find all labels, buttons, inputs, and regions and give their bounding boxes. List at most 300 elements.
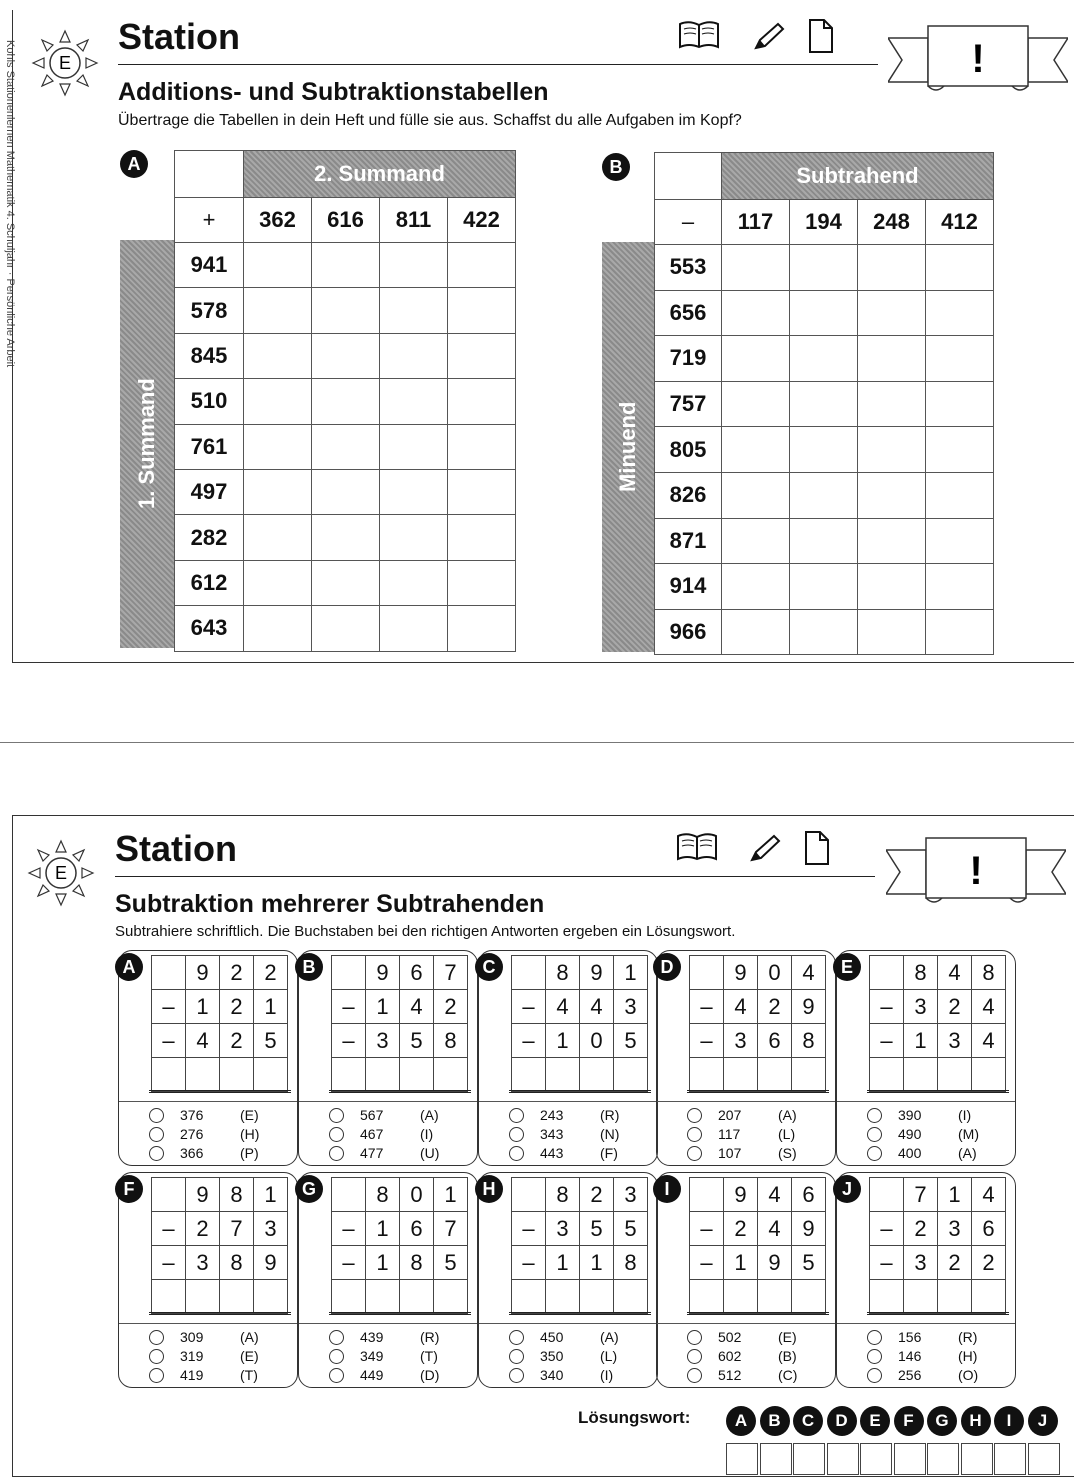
empty-cell <box>690 956 724 990</box>
answer-option[interactable] <box>329 1126 433 1142</box>
subtraction-grid <box>869 955 1006 1092</box>
option-letter: (M) <box>958 1126 979 1142</box>
answer-cell[interactable] <box>858 245 926 291</box>
empty-cell <box>870 1280 904 1314</box>
option-value: 117 <box>718 1126 741 1142</box>
digit: 6 <box>758 1024 792 1058</box>
answer-cell[interactable] <box>926 518 994 564</box>
minus-sign: – <box>512 1246 546 1280</box>
station-title: Station <box>115 828 237 869</box>
answer-option[interactable] <box>867 1107 971 1123</box>
answer-cell[interactable] <box>926 336 994 382</box>
answer-cell[interactable] <box>448 469 516 514</box>
minus-sign: – <box>690 1024 724 1058</box>
cut-line <box>0 742 1074 743</box>
digit: 4 <box>758 1212 792 1246</box>
answer-option[interactable] <box>149 1367 258 1383</box>
answer-cell[interactable] <box>312 243 380 288</box>
digit: 1 <box>546 1246 580 1280</box>
empty-cell <box>332 1058 366 1092</box>
radio-circle[interactable] <box>149 1108 164 1123</box>
option-value: 207 <box>718 1107 742 1123</box>
answer-cell[interactable] <box>244 333 312 378</box>
answer-cell[interactable] <box>926 290 994 336</box>
subtraction-grid <box>689 1177 826 1314</box>
radio-circle[interactable] <box>867 1146 882 1161</box>
result-cell[interactable] <box>904 1058 938 1092</box>
answer-cell[interactable] <box>380 606 448 651</box>
result-line <box>867 1090 1009 1093</box>
station-title: Station <box>118 16 240 57</box>
answer-option[interactable] <box>509 1348 617 1364</box>
answer-cell[interactable] <box>380 515 448 560</box>
answer-cell[interactable] <box>722 472 790 518</box>
result-cell[interactable] <box>792 1058 826 1092</box>
digit: 2 <box>904 1212 938 1246</box>
task-b <box>298 950 478 1166</box>
answer-cell[interactable] <box>244 515 312 560</box>
solution-box[interactable] <box>793 1443 825 1475</box>
option-value: 343 <box>540 1126 564 1142</box>
digit: 1 <box>580 1246 614 1280</box>
result-cell[interactable] <box>186 1058 220 1092</box>
answer-cell[interactable] <box>790 245 858 291</box>
digit: 6 <box>400 956 434 990</box>
answer-cell[interactable] <box>858 609 926 655</box>
option-letter: (T) <box>240 1367 258 1383</box>
result-cell[interactable] <box>938 1058 972 1092</box>
digit: 2 <box>938 990 972 1024</box>
empty-cell <box>512 1280 546 1314</box>
answer-cell[interactable] <box>858 564 926 610</box>
radio-circle[interactable] <box>687 1146 702 1161</box>
answer-cell[interactable] <box>380 560 448 605</box>
result-cell[interactable] <box>400 1280 434 1314</box>
answer-cell[interactable] <box>722 609 790 655</box>
digit: 8 <box>220 1178 254 1212</box>
answer-cell[interactable] <box>926 609 994 655</box>
result-cell[interactable] <box>400 1058 434 1092</box>
answer-option[interactable] <box>509 1145 618 1161</box>
digit: 9 <box>792 1212 826 1246</box>
option-value: 340 <box>540 1367 564 1383</box>
answer-cell[interactable] <box>448 243 516 288</box>
corner-cell <box>175 151 244 198</box>
solution-box[interactable] <box>760 1443 792 1475</box>
solution-box[interactable] <box>726 1443 758 1475</box>
answer-cell[interactable] <box>312 333 380 378</box>
answer-cell[interactable] <box>244 379 312 424</box>
option-value: 366 <box>180 1145 204 1161</box>
radio-circle[interactable] <box>509 1146 524 1161</box>
digit: 1 <box>938 1178 972 1212</box>
result-cell[interactable] <box>546 1058 580 1092</box>
answer-cell[interactable] <box>790 609 858 655</box>
radio-circle[interactable] <box>149 1349 164 1364</box>
answer-cell[interactable] <box>244 469 312 514</box>
answer-cell[interactable] <box>790 564 858 610</box>
answer-cell[interactable] <box>926 381 994 427</box>
solution-box[interactable] <box>994 1443 1026 1475</box>
result-cell[interactable] <box>434 1280 468 1314</box>
answer-option[interactable] <box>149 1329 259 1345</box>
answer-cell[interactable] <box>790 472 858 518</box>
radio-circle[interactable] <box>867 1127 882 1142</box>
radio-circle[interactable] <box>149 1127 164 1142</box>
radio-circle[interactable] <box>687 1108 702 1123</box>
column-value: 811 <box>380 198 448 243</box>
answer-option[interactable] <box>687 1145 797 1161</box>
radio-circle[interactable] <box>867 1368 882 1383</box>
empty-cell <box>870 956 904 990</box>
row-value: 845 <box>175 333 244 378</box>
option-value: 156 <box>898 1329 922 1345</box>
answer-cell[interactable] <box>244 243 312 288</box>
solution-letter-b: B <box>760 1406 790 1436</box>
digit: 2 <box>724 1212 758 1246</box>
result-cell[interactable] <box>254 1280 288 1314</box>
answer-cell[interactable] <box>448 560 516 605</box>
radio-circle[interactable] <box>687 1368 702 1383</box>
addition-table <box>174 150 516 652</box>
option-value: 502 <box>718 1329 742 1345</box>
answer-option[interactable] <box>149 1126 259 1142</box>
pencil-icon <box>752 22 786 52</box>
digit: 9 <box>366 956 400 990</box>
result-cell[interactable] <box>758 1058 792 1092</box>
answer-cell[interactable] <box>858 472 926 518</box>
row-value: 757 <box>655 381 722 427</box>
option-value: 450 <box>540 1329 564 1345</box>
task-badge: B <box>295 953 323 981</box>
answer-option[interactable] <box>687 1329 797 1345</box>
sun-e-icon <box>26 838 96 908</box>
result-cell[interactable] <box>220 1058 254 1092</box>
answer-cell[interactable] <box>380 469 448 514</box>
answer-cell[interactable] <box>312 560 380 605</box>
option-value: 256 <box>898 1367 922 1383</box>
radio-circle[interactable] <box>509 1349 524 1364</box>
answer-cell[interactable] <box>790 518 858 564</box>
subtraction-grid <box>331 955 468 1092</box>
answer-cell[interactable] <box>448 333 516 378</box>
radio-circle[interactable] <box>149 1146 164 1161</box>
solution-box[interactable] <box>894 1443 926 1475</box>
answer-cell[interactable] <box>858 336 926 382</box>
row-value: 510 <box>175 379 244 424</box>
digit: 3 <box>614 1178 648 1212</box>
answer-option[interactable] <box>329 1145 439 1161</box>
subtraction-table <box>654 152 994 655</box>
result-cell[interactable] <box>186 1280 220 1314</box>
digit: 0 <box>758 956 792 990</box>
digit: 7 <box>434 956 468 990</box>
digit: 8 <box>972 956 1006 990</box>
side-copyright-text: Kohls Stationenlernen Mathematik 4. Schuljahr · Persönliche Arbeit <box>4 40 16 368</box>
radio-circle[interactable] <box>329 1108 344 1123</box>
result-cell[interactable] <box>972 1280 1006 1314</box>
result-cell[interactable] <box>792 1280 826 1314</box>
empty-cell <box>512 1058 546 1092</box>
minus-sign: – <box>870 1246 904 1280</box>
digit: 4 <box>938 956 972 990</box>
answer-cell[interactable] <box>926 427 994 473</box>
result-cell[interactable] <box>254 1058 288 1092</box>
answer-option[interactable] <box>509 1107 619 1123</box>
digit: 8 <box>546 956 580 990</box>
result-cell[interactable] <box>434 1058 468 1092</box>
answer-cell[interactable] <box>448 424 516 469</box>
task-badge: D <box>653 953 681 981</box>
solution-box[interactable] <box>1028 1443 1060 1475</box>
option-value: 490 <box>898 1126 922 1142</box>
radio-circle[interactable] <box>329 1146 344 1161</box>
result-cell[interactable] <box>972 1058 1006 1092</box>
answer-option[interactable] <box>149 1145 259 1161</box>
option-value: 449 <box>360 1367 384 1383</box>
answer-cell[interactable] <box>448 606 516 651</box>
title-rule <box>118 64 878 65</box>
answer-cell[interactable] <box>926 472 994 518</box>
task-c <box>478 950 658 1166</box>
result-cell[interactable] <box>366 1058 400 1092</box>
book-icon <box>676 832 718 862</box>
answer-option[interactable] <box>687 1107 797 1123</box>
answer-option[interactable] <box>149 1348 259 1364</box>
option-value: 443 <box>540 1145 564 1161</box>
answer-cell[interactable] <box>722 518 790 564</box>
answer-option[interactable] <box>149 1107 259 1123</box>
answer-cell[interactable] <box>312 288 380 333</box>
answer-cell[interactable] <box>722 245 790 291</box>
digit: 2 <box>220 956 254 990</box>
answer-cell[interactable] <box>926 564 994 610</box>
empty-cell <box>152 956 186 990</box>
result-cell[interactable] <box>724 1058 758 1092</box>
digit: 7 <box>220 1212 254 1246</box>
option-value: 467 <box>360 1126 384 1142</box>
answer-cell[interactable] <box>858 290 926 336</box>
row-value: 914 <box>655 564 722 610</box>
result-cell[interactable] <box>904 1280 938 1314</box>
answer-cell[interactable] <box>380 333 448 378</box>
answer-option[interactable] <box>509 1126 619 1142</box>
answer-cell[interactable] <box>244 424 312 469</box>
radio-circle[interactable] <box>687 1330 702 1345</box>
empty-cell <box>152 1058 186 1092</box>
document-icon <box>804 830 830 866</box>
answer-cell[interactable] <box>858 427 926 473</box>
answer-option[interactable] <box>329 1367 439 1383</box>
answer-option[interactable] <box>329 1107 439 1123</box>
result-line <box>509 1312 651 1315</box>
radio-circle[interactable] <box>867 1349 882 1364</box>
answer-cell[interactable] <box>380 288 448 333</box>
answer-cell[interactable] <box>790 336 858 382</box>
answer-option[interactable] <box>687 1367 797 1383</box>
minus-sign: – <box>332 1246 366 1280</box>
digit: 3 <box>724 1024 758 1058</box>
radio-circle[interactable] <box>509 1108 524 1123</box>
radio-circle[interactable] <box>867 1330 882 1345</box>
radio-circle[interactable] <box>687 1127 702 1142</box>
answer-option[interactable] <box>867 1348 977 1364</box>
option-letter: (I) <box>420 1126 434 1142</box>
minus-sign: – <box>870 990 904 1024</box>
task-badge: G <box>295 1175 323 1203</box>
answer-option[interactable] <box>867 1126 979 1142</box>
digit: 4 <box>792 956 826 990</box>
solution-box[interactable] <box>927 1443 959 1475</box>
result-cell[interactable] <box>580 1058 614 1092</box>
row-value: 656 <box>655 290 722 336</box>
instructions: Subtrahiere schriftlich. Die Buchstaben bei den richtigen Antworten ergeben ein Lösungswort. <box>115 923 736 940</box>
empty-cell <box>690 1178 724 1212</box>
radio-circle[interactable] <box>329 1368 344 1383</box>
radio-circle[interactable] <box>329 1330 344 1345</box>
side-label-1-summand: 1. Summand <box>120 240 174 648</box>
task-j <box>836 1172 1016 1388</box>
answer-option[interactable] <box>509 1367 613 1383</box>
answer-option[interactable] <box>509 1329 619 1345</box>
result-cell[interactable] <box>758 1280 792 1314</box>
radio-circle[interactable] <box>867 1108 882 1123</box>
answer-cell[interactable] <box>790 427 858 473</box>
answer-cell[interactable] <box>790 290 858 336</box>
radio-circle[interactable] <box>687 1349 702 1364</box>
answer-cell[interactable] <box>244 560 312 605</box>
sun-letter: E <box>54 863 68 883</box>
answer-cell[interactable] <box>312 606 380 651</box>
answer-cell[interactable] <box>722 336 790 382</box>
option-letter: (L) <box>600 1348 618 1364</box>
solution-box[interactable] <box>827 1443 859 1475</box>
answer-cell[interactable] <box>380 243 448 288</box>
row-value: 643 <box>175 606 244 651</box>
digit: 5 <box>254 1024 288 1058</box>
row-value: 612 <box>175 560 244 605</box>
answer-cell[interactable] <box>312 469 380 514</box>
banner-mark: ! <box>971 37 985 81</box>
answer-cell[interactable] <box>858 381 926 427</box>
answer-option[interactable] <box>687 1348 797 1364</box>
answer-cell[interactable] <box>722 564 790 610</box>
digit: 2 <box>434 990 468 1024</box>
row-value: 553 <box>655 245 722 291</box>
answer-cell[interactable] <box>858 518 926 564</box>
digit: 9 <box>186 956 220 990</box>
answer-option[interactable] <box>329 1348 438 1364</box>
digit: 4 <box>186 1024 220 1058</box>
solution-letter-j: J <box>1028 1406 1058 1436</box>
answer-cell[interactable] <box>790 381 858 427</box>
answer-cell[interactable] <box>244 606 312 651</box>
digit: 4 <box>972 990 1006 1024</box>
answer-cell[interactable] <box>448 515 516 560</box>
result-cell[interactable] <box>614 1280 648 1314</box>
option-letter: (A) <box>778 1107 797 1123</box>
digit: 1 <box>434 1178 468 1212</box>
result-cell[interactable] <box>546 1280 580 1314</box>
answer-cell[interactable] <box>380 424 448 469</box>
badge-b: B <box>602 153 630 181</box>
option-value: 276 <box>180 1126 204 1142</box>
answer-cell[interactable] <box>448 288 516 333</box>
answer-option[interactable] <box>867 1329 977 1345</box>
answer-cell[interactable] <box>380 379 448 424</box>
option-letter: (R) <box>600 1107 620 1123</box>
subtraction-grid <box>511 955 648 1092</box>
answer-option[interactable] <box>687 1126 795 1142</box>
answer-cell[interactable] <box>244 288 312 333</box>
radio-circle[interactable] <box>149 1330 164 1345</box>
answer-option[interactable] <box>867 1145 977 1161</box>
operator-cell: + <box>175 198 244 243</box>
solution-box[interactable] <box>860 1443 892 1475</box>
result-cell[interactable] <box>938 1280 972 1314</box>
answer-cell[interactable] <box>312 379 380 424</box>
subtraction-grid <box>151 1177 288 1314</box>
minus-sign: – <box>152 1212 186 1246</box>
digit: 6 <box>792 1178 826 1212</box>
radio-circle[interactable] <box>329 1349 344 1364</box>
digit: 1 <box>724 1246 758 1280</box>
solution-box[interactable] <box>961 1443 993 1475</box>
answer-option[interactable] <box>329 1329 439 1345</box>
minus-sign: – <box>152 1024 186 1058</box>
radio-circle[interactable] <box>509 1368 524 1383</box>
column-value: 422 <box>448 198 516 243</box>
digit: 3 <box>938 1212 972 1246</box>
result-cell[interactable] <box>220 1280 254 1314</box>
minus-sign: – <box>152 1246 186 1280</box>
digit: 1 <box>254 1178 288 1212</box>
radio-circle[interactable] <box>329 1127 344 1142</box>
answer-cell[interactable] <box>312 424 380 469</box>
table-row <box>175 424 516 469</box>
row-value: 578 <box>175 288 244 333</box>
answer-cell[interactable] <box>312 515 380 560</box>
answer-cell[interactable] <box>722 290 790 336</box>
column-value: 362 <box>244 198 312 243</box>
result-line <box>687 1312 829 1315</box>
radio-circle[interactable] <box>509 1127 524 1142</box>
option-value: 419 <box>180 1367 204 1383</box>
option-letter: (E) <box>240 1348 259 1364</box>
option-letter: (T) <box>420 1348 438 1364</box>
result-cell[interactable] <box>580 1280 614 1314</box>
solution-label: Lösungswort: <box>578 1408 691 1427</box>
result-cell[interactable] <box>366 1280 400 1314</box>
result-cell[interactable] <box>614 1058 648 1092</box>
answer-option[interactable] <box>867 1367 978 1383</box>
answer-cell[interactable] <box>926 245 994 291</box>
solution-letter-i: I <box>994 1406 1024 1436</box>
radio-circle[interactable] <box>509 1330 524 1345</box>
option-value: 349 <box>360 1348 384 1364</box>
digit: 4 <box>546 990 580 1024</box>
option-value: 350 <box>540 1348 564 1364</box>
answer-cell[interactable] <box>722 427 790 473</box>
option-value: 309 <box>180 1329 204 1345</box>
answer-cell[interactable] <box>448 379 516 424</box>
radio-circle[interactable] <box>149 1368 164 1383</box>
answer-cell[interactable] <box>722 381 790 427</box>
digit: 5 <box>400 1024 434 1058</box>
digit: 2 <box>186 1212 220 1246</box>
digit: 1 <box>366 1212 400 1246</box>
result-cell[interactable] <box>724 1280 758 1314</box>
